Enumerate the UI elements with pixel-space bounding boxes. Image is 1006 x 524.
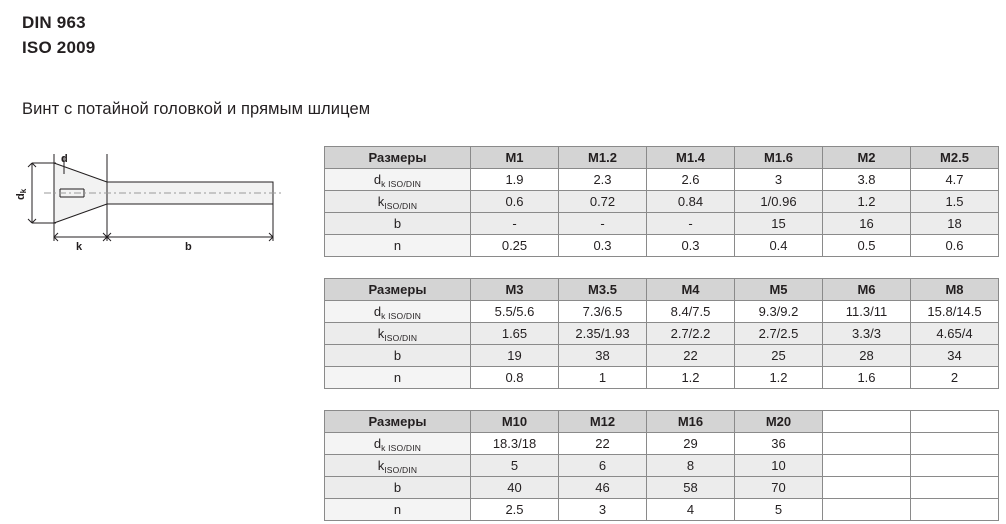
cell-empty bbox=[823, 455, 911, 477]
cell: 8 bbox=[647, 455, 735, 477]
column-header-sizes: Размеры bbox=[325, 411, 471, 433]
cell-empty bbox=[823, 477, 911, 499]
row-label-n: n bbox=[325, 235, 471, 257]
cell-empty bbox=[823, 499, 911, 521]
cell: 0.5 bbox=[823, 235, 911, 257]
cell: 0.6 bbox=[911, 235, 999, 257]
cell: 0.3 bbox=[647, 235, 735, 257]
column-header: M1.4 bbox=[647, 147, 735, 169]
cell: 58 bbox=[647, 477, 735, 499]
cell: 40 bbox=[471, 477, 559, 499]
cell: 1.65 bbox=[471, 323, 559, 345]
cell: 38 bbox=[559, 345, 647, 367]
table-row bbox=[325, 433, 999, 455]
column-header: M16 bbox=[647, 411, 735, 433]
standard-din: DIN 963 bbox=[22, 13, 86, 32]
cell: 0.72 bbox=[559, 191, 647, 213]
cell: - bbox=[647, 213, 735, 235]
cell: 3.3/3 bbox=[823, 323, 911, 345]
cell: 6 bbox=[559, 455, 647, 477]
cell: 36 bbox=[735, 433, 823, 455]
standard-iso: ISO 2009 bbox=[22, 38, 96, 57]
table-header-row bbox=[325, 147, 999, 169]
column-header: M6 bbox=[823, 279, 911, 301]
cell: 2 bbox=[911, 367, 999, 389]
cell: 3.8 bbox=[823, 169, 911, 191]
cell: 11.3/11 bbox=[823, 301, 911, 323]
cell: 0.8 bbox=[471, 367, 559, 389]
cell: 16 bbox=[823, 213, 911, 235]
column-header-empty bbox=[823, 411, 911, 433]
cell: 15 bbox=[735, 213, 823, 235]
row-label-k: $k_{ISO/DIN}$ bbox=[325, 191, 471, 213]
column-header: M2.5 bbox=[911, 147, 999, 169]
column-header: M10 bbox=[471, 411, 559, 433]
cell: 0.3 bbox=[559, 235, 647, 257]
row-label-dk: $d_{k ISO/DIN}$ bbox=[325, 169, 471, 191]
column-header: M3 bbox=[471, 279, 559, 301]
table-row bbox=[325, 213, 999, 235]
column-header: M8 bbox=[911, 279, 999, 301]
cell: 2.3 bbox=[559, 169, 647, 191]
cell: 22 bbox=[647, 345, 735, 367]
column-header: M1.6 bbox=[735, 147, 823, 169]
cell: 3 bbox=[559, 499, 647, 521]
cell: 9.3/9.2 bbox=[735, 301, 823, 323]
dimension-label-d: d bbox=[61, 153, 68, 165]
column-header: M3.5 bbox=[559, 279, 647, 301]
table-header-row bbox=[325, 411, 999, 433]
cell: 2.35/1.93 bbox=[559, 323, 647, 345]
dimension-table-3 bbox=[324, 410, 999, 521]
cell: 18 bbox=[911, 213, 999, 235]
dimension-label-dk: dk bbox=[15, 188, 28, 200]
dimension-label-k: k bbox=[76, 241, 83, 252]
cell: 2.5 bbox=[471, 499, 559, 521]
cell: 1.2 bbox=[735, 367, 823, 389]
cell: 5 bbox=[735, 499, 823, 521]
dimension-table-1 bbox=[324, 146, 999, 257]
table-row bbox=[325, 301, 999, 323]
cell: 5 bbox=[471, 455, 559, 477]
cell: 4.65/4 bbox=[911, 323, 999, 345]
cell: 3 bbox=[735, 169, 823, 191]
cell-empty bbox=[823, 433, 911, 455]
row-label-dk: $d_{k ISO/DIN}$ bbox=[325, 433, 471, 455]
cell: 10 bbox=[735, 455, 823, 477]
table-row bbox=[325, 477, 999, 499]
cell: 15.8/14.5 bbox=[911, 301, 999, 323]
column-header: M1 bbox=[471, 147, 559, 169]
cell: 4.7 bbox=[911, 169, 999, 191]
cell: 5.5/5.6 bbox=[471, 301, 559, 323]
row-label-b: b bbox=[325, 345, 471, 367]
table-row bbox=[325, 499, 999, 521]
row-label-dk: $d_{k ISO/DIN}$ bbox=[325, 301, 471, 323]
product-description: Винт с потайной головкой и прямым шлицем bbox=[22, 100, 371, 118]
cell: 1.6 bbox=[823, 367, 911, 389]
cell: - bbox=[559, 213, 647, 235]
cell: 19 bbox=[471, 345, 559, 367]
screw-technical-drawing bbox=[8, 142, 308, 252]
table-row bbox=[325, 235, 999, 257]
cell: 0.25 bbox=[471, 235, 559, 257]
cell: 1.5 bbox=[911, 191, 999, 213]
standard-title bbox=[22, 10, 95, 60]
cell: 2.6 bbox=[647, 169, 735, 191]
cell: 29 bbox=[647, 433, 735, 455]
row-label-b: b bbox=[325, 477, 471, 499]
cell-empty bbox=[911, 433, 999, 455]
row-label-n: n bbox=[325, 367, 471, 389]
column-header: M12 bbox=[559, 411, 647, 433]
cell: 34 bbox=[911, 345, 999, 367]
cell: 0.6 bbox=[471, 191, 559, 213]
cell-empty bbox=[911, 499, 999, 521]
row-label-b: b bbox=[325, 213, 471, 235]
cell: 2.7/2.2 bbox=[647, 323, 735, 345]
cell: 4 bbox=[647, 499, 735, 521]
column-header: M5 bbox=[735, 279, 823, 301]
dimension-table-2 bbox=[324, 278, 999, 389]
cell: 1 bbox=[559, 367, 647, 389]
table-row bbox=[325, 455, 999, 477]
column-header: M4 bbox=[647, 279, 735, 301]
table-header-row bbox=[325, 279, 999, 301]
column-header-sizes: Размеры bbox=[325, 279, 471, 301]
dimension-label-b: b bbox=[185, 241, 192, 252]
cell: 22 bbox=[559, 433, 647, 455]
table-row bbox=[325, 169, 999, 191]
cell-empty bbox=[911, 477, 999, 499]
row-label-k: $k_{ISO/DIN}$ bbox=[325, 323, 471, 345]
cell: 1/0.96 bbox=[735, 191, 823, 213]
cell: 28 bbox=[823, 345, 911, 367]
row-label-k: $k_{ISO/DIN}$ bbox=[325, 455, 471, 477]
cell: 25 bbox=[735, 345, 823, 367]
table-row bbox=[325, 367, 999, 389]
cell: 1.2 bbox=[647, 367, 735, 389]
cell-empty bbox=[911, 455, 999, 477]
table-row bbox=[325, 345, 999, 367]
table-row bbox=[325, 323, 999, 345]
cell: 0.4 bbox=[735, 235, 823, 257]
cell: 70 bbox=[735, 477, 823, 499]
column-header: M1.2 bbox=[559, 147, 647, 169]
table-row bbox=[325, 191, 999, 213]
cell: 46 bbox=[559, 477, 647, 499]
column-header-sizes: Размеры bbox=[325, 147, 471, 169]
cell: 18.3/18 bbox=[471, 433, 559, 455]
cell: 1.9 bbox=[471, 169, 559, 191]
column-header: M2 bbox=[823, 147, 911, 169]
column-header-empty bbox=[911, 411, 999, 433]
cell: 1.2 bbox=[823, 191, 911, 213]
cell: - bbox=[471, 213, 559, 235]
cell: 7.3/6.5 bbox=[559, 301, 647, 323]
cell: 8.4/7.5 bbox=[647, 301, 735, 323]
column-header: M20 bbox=[735, 411, 823, 433]
cell: 0.84 bbox=[647, 191, 735, 213]
row-label-n: n bbox=[325, 499, 471, 521]
cell: 2.7/2.5 bbox=[735, 323, 823, 345]
